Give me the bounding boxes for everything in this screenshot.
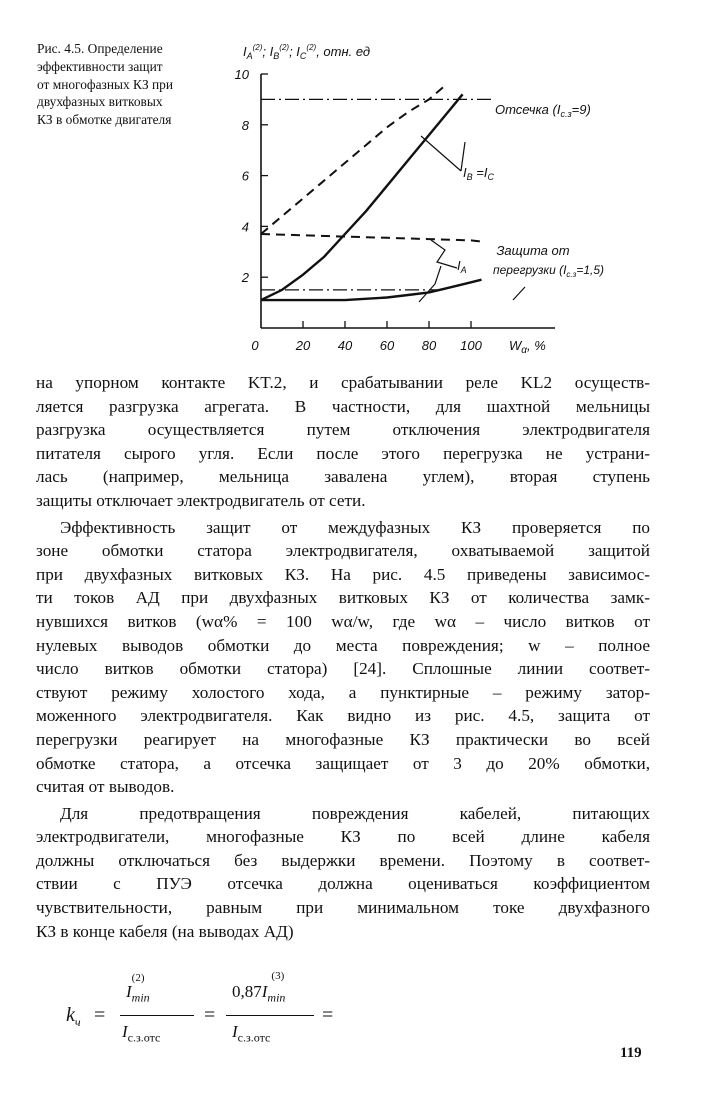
formula-lhs-sub: ч [74,1015,81,1029]
page-number: 119 [620,1045,642,1061]
formula-lhs-k: k [66,1004,75,1026]
text-line: чувствительности, равным при минимальном токе двухфазного [36,898,650,918]
text-line: нулевых выводов обмотки до места повреждения; w – полное [36,635,650,655]
label-ia: $I_A$ [457,258,467,275]
formula-den-2 [232,1022,270,1045]
formula-num-1-sub: min [131,990,150,1005]
text-line: защиты отключает электродвигатель от сети. [36,490,366,510]
text-line: электродвигатели, многофазные КЗ по всей длине кабеля [36,827,650,847]
formula-num-1-i: I [126,982,132,1001]
y-tick-label: 2 [241,270,249,286]
caption-line: от многофазных КЗ при [37,76,174,92]
x-axis-label: $W_\alpha$, % [509,338,546,356]
fraction-bar-1 [120,1015,194,1016]
y-tick-label: 10 [234,67,249,82]
leader-zashchita [513,287,525,300]
formula-den-2-i: I [232,1022,238,1041]
text-line: Эффективность защит от междуфазных КЗ проверяется по [60,517,650,537]
text-line: ствии с ПУЭ отсечка должна оцениваться коэффициентом [36,874,650,894]
figure-caption [37,40,223,129]
text-line: лась (например, мельница завалена углем), вторая ступень [36,467,650,487]
figure-4-5-chart [234,36,605,368]
formula-den-1 [122,1022,160,1045]
formula-num-2 [232,970,286,1005]
caption-line: Рис. 4.5. Определение [37,41,163,56]
series-ia-dashed [261,234,482,242]
text-line: при двухфазных витковых КЗ. На рис. 4.5 приведены зависимос- [36,564,650,584]
x-tick-label: 60 [379,338,395,353]
x-tick-label: 20 [295,338,311,353]
text-line: ствуют режиму холостого хода, а пунктирные – режиму затор- [36,682,650,702]
label-zashchita-1: Защита от [496,243,570,258]
x-tick-label: 100 [460,338,482,353]
text-line: зоне обмотки статора электродвигателя, охватываемой защитой [36,541,650,561]
text-line: перегрузки реагирует на многофазные КЗ практически во всей [36,729,650,749]
formula-num-1-sup: (2) [131,972,145,984]
formula-lhs [66,1004,81,1030]
formula-k-ch [66,970,366,1051]
text-line: КЗ в конце кабеля (на выводах АД) [36,921,294,941]
leader-ib-ic-1 [421,136,461,171]
x-tick-label: 0 [251,338,259,353]
formula-eq-3: = [322,1004,334,1026]
formula-den-1-sub: с.з.отс [127,1030,161,1045]
text-line: моженного электродвигателя. Как видно из рис. 4.5, защита от [36,706,650,726]
text-line: Для предотвращения повреждения кабелей, питающих [60,803,650,823]
y-tick-label: 6 [241,168,249,184]
y-tick-label: 8 [241,117,249,133]
text-line: должны отключаться без выдержки времени. Поэтому в соответ- [36,850,650,870]
formula-num-2-i: I [261,982,268,1001]
caption-line: эффективности защит [37,58,163,74]
caption-line: КЗ в обмотке двигателя [37,112,172,128]
y-tick-label: 4 [241,219,249,235]
body-text [36,371,650,943]
text-line: число витков обмотки статора) [24]. Сплошные линии соответ- [36,659,650,679]
text-line: питателя сырого угля. Если после этого перегрузка не устрани- [36,443,650,463]
text-line: обмотке статора, а отсечка защищает от 3 до 20% обмотки, [36,753,650,773]
paragraph [36,802,650,944]
formula-num-1 [126,972,150,1005]
text-line: считая от выводов. [36,777,175,797]
text-line: ти токов АД при двухфазных витковых КЗ от количества замк- [36,588,650,608]
formula-num-2-sup: (3) [271,970,285,982]
text-line: на упорном контакте KT.2, и срабатывании реле KL2 осуществ- [36,373,650,392]
label-otsechka: Отсечка $(I_{с.з}=9)$ [495,102,591,119]
paragraph [36,371,650,513]
caption-line: двухфазных витковых [37,94,163,110]
series-ib-ic-dashed [261,87,444,234]
leader-ia-1 [431,240,457,268]
label-ib-ic: $I_B =I_C$ [463,165,494,182]
text-line: нувшихся витков (wα% = 100 wα/w, где wα – число витков от [36,611,650,631]
label-zashchita-2: перегрузки $(I_{с.з}=1,5)$ [493,263,605,279]
formula-num-2-coef: 0,87 [232,982,262,1001]
leader-ia-2 [419,266,441,302]
text-line: разгрузка осуществляется путем отключения электродвигателя [36,420,650,440]
paragraph [36,516,650,799]
formula-eq-2: = [204,1004,216,1026]
formula-den-2-sub: с.з.отс [237,1030,271,1045]
formula-den-1-i: I [122,1022,128,1041]
y-axis-label: $I_A^{(2)}$; $I_B^{(2)}$; $I_C^{(2)}$, отн. ед [243,43,371,61]
fraction-bar-2 [226,1015,314,1016]
x-tick-label: 40 [337,338,353,353]
text-line: ляется разгрузка агрегата. В частности, для шахтной мельницы [36,396,650,416]
series-ib-ic-solid [261,94,463,300]
formula-eq-1: = [94,1004,106,1026]
formula-num-2-sub: min [267,990,286,1005]
x-tick-label: 80 [421,338,437,353]
